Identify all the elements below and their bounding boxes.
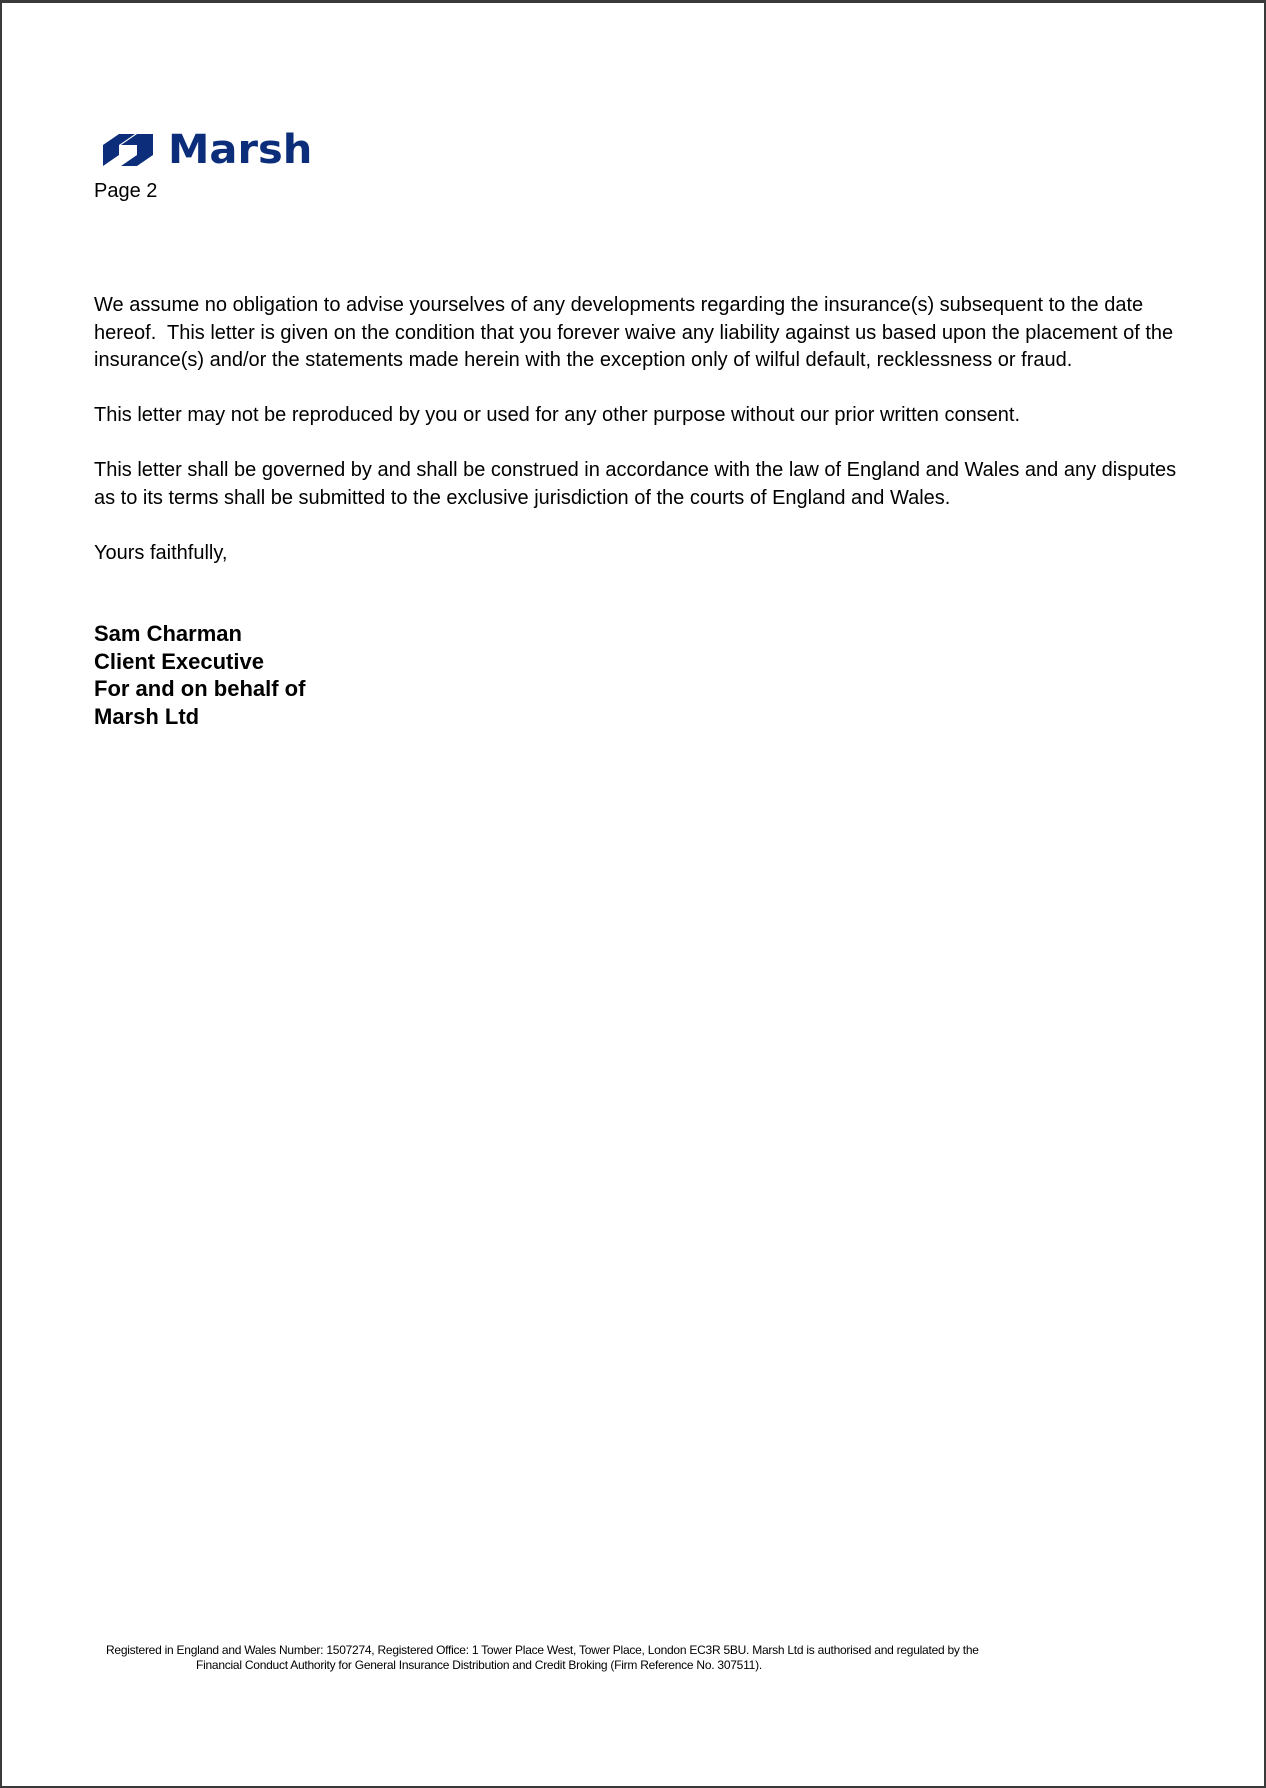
paragraph-obligation: We assume no obligation to advise yourselves of any developments regarding the insurance(s) subsequent to the date hereof. This letter is given on the condition that you forever waive any liability against us based upon the placement of the insurance(s) and/or the statements made herein with the exception only of wilful default, recklessness or fraud. [94,294,1179,371]
footer-line-2: Financial Conduct Authority for General Insurance Distribution and Credit Broking (Firm Reference No. 307511). [196,1657,762,1672]
page-number: Page 2 [94,180,158,202]
signatory-behalf: For and on behalf of [94,676,306,701]
signatory-company: Marsh Ltd [94,703,200,729]
letter-body [94,292,1184,595]
signature-block [94,620,305,730]
paragraph-reproduction: This letter may not be reproduced by you or used for any other purpose without our prior written consent. [94,404,1021,426]
paragraph-governing-law: This letter shall be governed by and shall be construed in accordance with the law of England and Wales and any disputes as to its terms shall be submitted to the exclusive jurisdiction of the courts of England and Wales. [94,459,1182,509]
footer-line-1: Registered in England and Wales Number: 1507274, Registered Office: 1 Tower Place West, Tower Place, London EC3R 5BU. Marsh Ltd is authorised and regulated by the [106,1643,979,1657]
logo-wordmark: Marsh [168,127,313,173]
marsh-logo-icon [98,131,158,169]
signatory-name: Sam Charman [94,621,242,646]
closing-salutation: Yours faithfully, [94,541,228,564]
marsh-logo [98,127,313,173]
signatory-title: Client Executive [94,648,264,674]
